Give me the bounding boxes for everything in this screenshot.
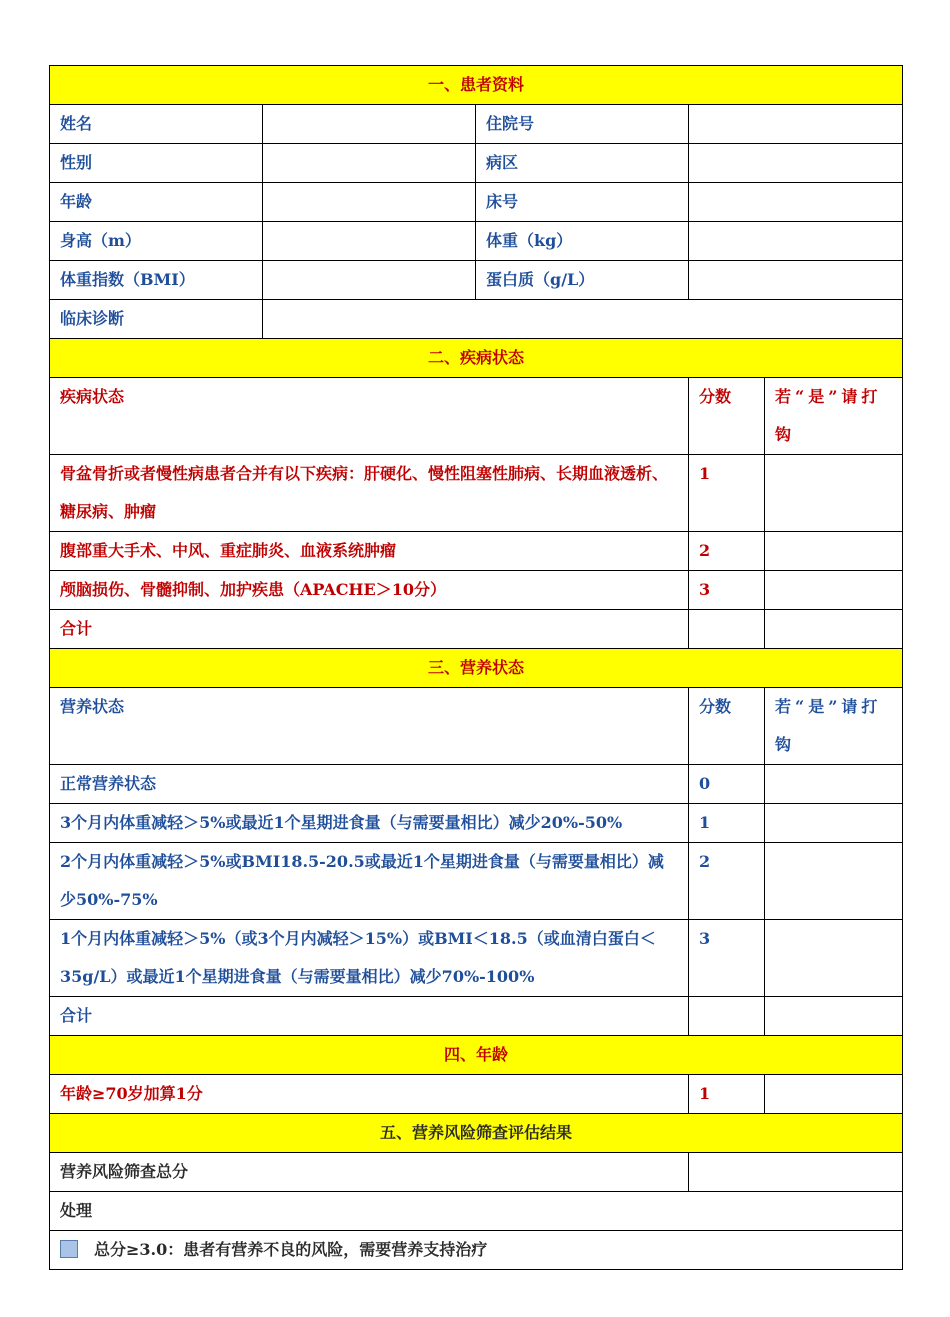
- nutrition-row-score: 1: [689, 804, 765, 843]
- protein-field[interactable]: [689, 261, 903, 300]
- nutrition-total-check[interactable]: [765, 997, 903, 1036]
- age-rule-text: 年龄≥70岁加算1分: [50, 1075, 689, 1114]
- protein-label: 蛋白质（g/L）: [476, 261, 689, 300]
- section-age: 四、年龄: [50, 1036, 903, 1075]
- section-result: 五、营养风险筛查评估结果: [50, 1114, 903, 1153]
- result-option-text: 总分≥3.0：患者有营养不良的风险，需要营养支持治疗: [94, 1240, 488, 1259]
- section-nutrition-status: 三、营养状态: [50, 649, 903, 688]
- result-option-checkbox[interactable]: [60, 1240, 78, 1258]
- result-total-field[interactable]: [689, 1153, 903, 1192]
- height-label: 身高（m）: [50, 222, 263, 261]
- disease-row-text: 颅脑损伤、骨髓抑制、加护疾患（APACHE＞10分）: [50, 571, 689, 610]
- age-label: 年龄: [50, 183, 263, 222]
- nutrition-row-score: 3: [689, 920, 765, 997]
- gender-field[interactable]: [263, 144, 476, 183]
- diagnosis-label: 临床诊断: [50, 300, 263, 339]
- admission-no-field[interactable]: [689, 105, 903, 144]
- disease-row-text: 腹部重大手术、中风、重症肺炎、血液系统肿瘤: [50, 532, 689, 571]
- weight-label: 体重（kg）: [476, 222, 689, 261]
- diagnosis-field[interactable]: [263, 300, 903, 339]
- result-handling-label: 处理: [50, 1192, 903, 1231]
- bed-field[interactable]: [689, 183, 903, 222]
- nutrition-row-checkbox[interactable]: [765, 920, 903, 997]
- gender-label: 性别: [50, 144, 263, 183]
- ward-field[interactable]: [689, 144, 903, 183]
- weight-field[interactable]: [689, 222, 903, 261]
- disease-row-text: 骨盆骨折或者慢性病患者合并有以下疾病：肝硬化、慢性阻塞性肺病、长期血液透析、糖尿病、肿瘤: [50, 455, 689, 532]
- disease-row-score: 1: [689, 455, 765, 532]
- disease-row-checkbox[interactable]: [765, 455, 903, 532]
- result-total-label: 营养风险筛查总分: [50, 1153, 689, 1192]
- disease-row-checkbox[interactable]: [765, 532, 903, 571]
- nutrition-row-checkbox[interactable]: [765, 804, 903, 843]
- section-disease-status: 二、疾病状态: [50, 339, 903, 378]
- ward-label: 病区: [476, 144, 689, 183]
- admission-no-label: 住院号: [476, 105, 689, 144]
- result-option-row: [50, 1231, 903, 1270]
- nutrition-total-label: 合计: [50, 997, 689, 1036]
- name-field[interactable]: [263, 105, 476, 144]
- nutrition-col-check: 若“是”请打钩: [765, 688, 903, 765]
- age-rule-score: 1: [689, 1075, 765, 1114]
- section-patient-info: 一、患者资料: [50, 66, 903, 105]
- nutrition-row-checkbox[interactable]: [765, 843, 903, 920]
- disease-row-score: 3: [689, 571, 765, 610]
- bed-label: 床号: [476, 183, 689, 222]
- nutrition-row-text: 2个月内体重减轻＞5%或BMI18.5-20.5或最近1个星期进食量（与需要量相比）减少50%-75%: [50, 843, 689, 920]
- height-field[interactable]: [263, 222, 476, 261]
- name-label: 姓名: [50, 105, 263, 144]
- disease-total-label: 合计: [50, 610, 689, 649]
- disease-col-status: 疾病状态: [50, 378, 689, 455]
- nutrition-row-text: 1个月内体重减轻＞5%（或3个月内减轻＞15%）或BMI＜18.5（或血清白蛋白＜35g/L）或最近1个星期进食量（与需要量相比）减少70%-100%: [50, 920, 689, 997]
- screening-form: [49, 65, 903, 1270]
- disease-row-checkbox[interactable]: [765, 571, 903, 610]
- age-rule-checkbox[interactable]: [765, 1075, 903, 1114]
- nutrition-col-score: 分数: [689, 688, 765, 765]
- nutrition-total-score[interactable]: [689, 997, 765, 1036]
- nutrition-row-checkbox[interactable]: [765, 765, 903, 804]
- disease-col-score: 分数: [689, 378, 765, 455]
- nutrition-col-status: 营养状态: [50, 688, 689, 765]
- nutrition-row-score: 2: [689, 843, 765, 920]
- age-field[interactable]: [263, 183, 476, 222]
- disease-col-check: 若“是”请打钩: [765, 378, 903, 455]
- bmi-label: 体重指数（BMI）: [50, 261, 263, 300]
- nutrition-row-score: 0: [689, 765, 765, 804]
- nutrition-row-text: 正常营养状态: [50, 765, 689, 804]
- bmi-field[interactable]: [263, 261, 476, 300]
- disease-row-score: 2: [689, 532, 765, 571]
- disease-total-check[interactable]: [765, 610, 903, 649]
- disease-total-score[interactable]: [689, 610, 765, 649]
- nutrition-row-text: 3个月内体重减轻＞5%或最近1个星期进食量（与需要量相比）减少20%-50%: [50, 804, 689, 843]
